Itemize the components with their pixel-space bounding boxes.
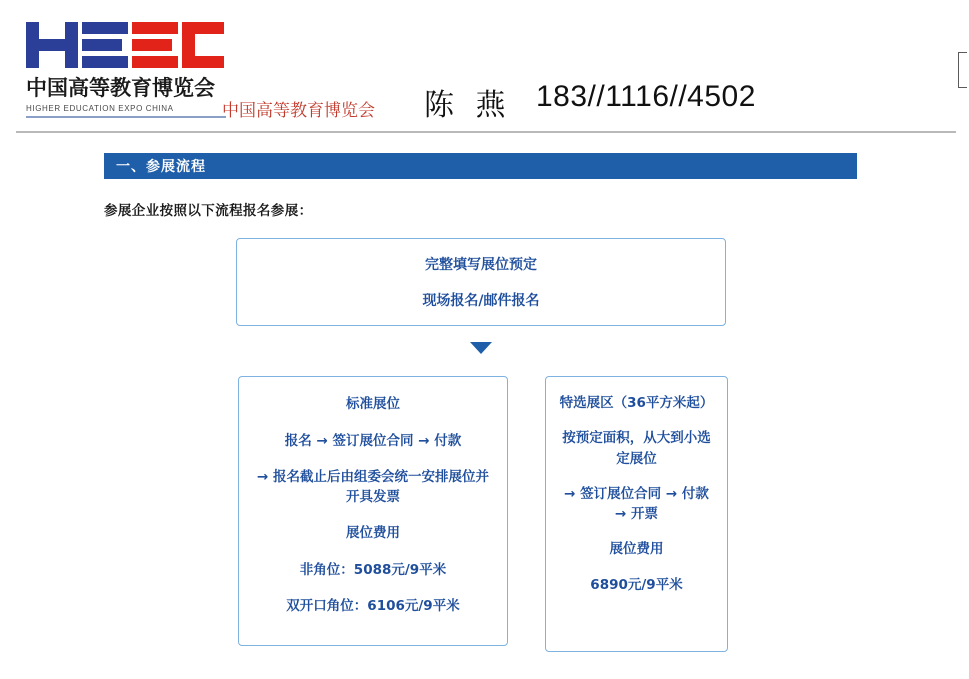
contact-phone: 183//1116//4502 bbox=[536, 80, 756, 113]
special-step1: 按预定面积，从大到小选定展位 bbox=[562, 430, 711, 467]
logo-letter-e2-icon bbox=[132, 22, 178, 68]
watermark-text: 中国高等教育博览会 bbox=[222, 101, 375, 121]
contact-name: 陈 燕 bbox=[424, 88, 512, 123]
standard-fee-label: 展位费用 bbox=[346, 525, 400, 542]
special-title: 特选展区（36平方米起） bbox=[559, 395, 714, 411]
standard-step1: 报名 → 签订展位合同 → 付款 bbox=[284, 432, 462, 449]
logo-chinese-name: 中国高等教育博览会 bbox=[26, 76, 215, 100]
flow-box-registration bbox=[236, 238, 726, 326]
logo-block bbox=[26, 18, 234, 118]
standard-title: 标准展位 bbox=[346, 396, 400, 412]
flow-box-special-zone bbox=[545, 376, 728, 652]
special-step2: → 签订展位合同 → 付款 → 开票 bbox=[564, 485, 709, 522]
down-arrow-icon bbox=[470, 342, 492, 354]
section-title-bar bbox=[104, 153, 857, 179]
standard-step2: → 报名截止后由组委会统一安排展位并开具发票 bbox=[256, 469, 489, 505]
logo-english-name: HIGHER EDUCATION EXPO CHINA bbox=[26, 104, 174, 113]
header-divider bbox=[16, 131, 956, 133]
page-header bbox=[0, 0, 969, 132]
section-intro-text: 参展企业按照以下流程报名参展： bbox=[104, 203, 313, 219]
flow-top-line2: 现场报名/邮件报名 bbox=[422, 293, 540, 309]
standard-fee-non-corner: 非角位：5088元/9平米 bbox=[299, 561, 447, 578]
logo-letter-e1-icon bbox=[82, 22, 128, 68]
logo-letter-c-icon bbox=[182, 22, 224, 68]
special-fee-label: 展位费用 bbox=[609, 541, 664, 558]
heec-logo-icon bbox=[26, 18, 234, 68]
logo-letter-h-icon bbox=[26, 22, 78, 68]
flow-box-standard-booth bbox=[238, 376, 508, 646]
page-edge-mark bbox=[958, 52, 967, 88]
standard-fee-corner: 双开口角位：6106元/9平米 bbox=[286, 598, 460, 615]
section-title-text: 一、参展流程 bbox=[116, 159, 206, 175]
logo-underline bbox=[26, 116, 226, 118]
flow-top-line1: 完整填写展位预定 bbox=[425, 257, 537, 273]
special-fee-value: 6890元/9平米 bbox=[590, 576, 683, 593]
